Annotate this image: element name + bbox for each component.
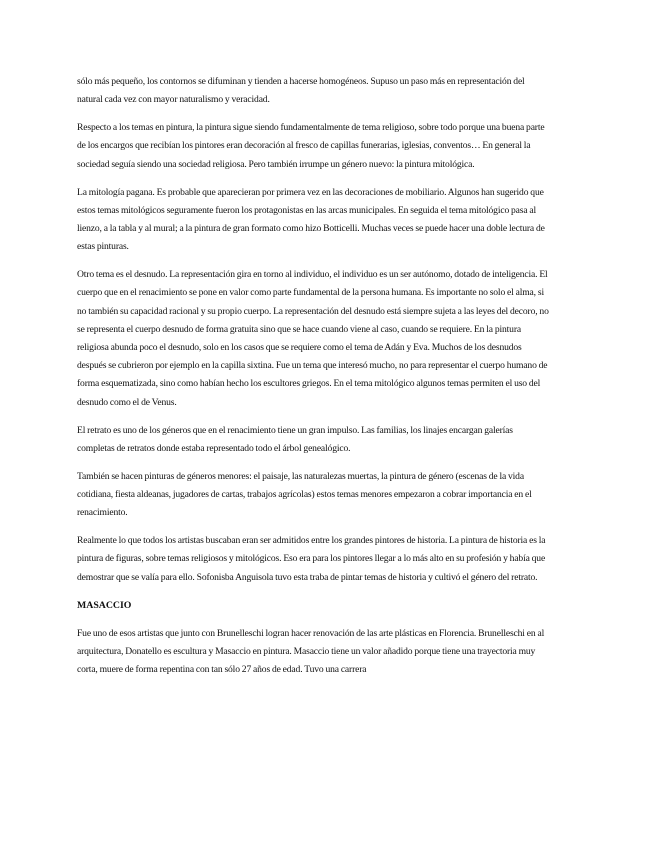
paragraph-temas-religiosos: Respecto a los temas en pintura, la pintura sigue siendo fundamentalmente de tema religioso, sobre todo porque una buena parte de los encargos que recibían los pintores eran decoración al fresco de capillas funerarias, iglesias, conventos… En general la sociedad seguía siendo una sociedad religiosa. Pero también irrumpe un género nuevo: la pintura mitológica. [77, 122, 545, 170]
paragraph-generos-menores: También se hacen pinturas de géneros menores: el paisaje, las naturalezas muertas, la pintura de género (escenas de la vida cotidiana, fiesta aldeanas, jugadores de cartas, trabajos agrícolas) estos temas menores empezaron a cobrar importancia en el renacimiento. [77, 470, 532, 519]
paragraph-desnudo: Otro tema es el desnudo. La representación gira en torno al individuo, el individuo es un ser autónomo, dotado de inteligencia. El cuerpo que en el renacimiento se pone en valor como parte fundamental de la persona humana. Es importante no solo el alma, si no también su capacidad racional y su propio cuerpo. La representación del desnudo está siempre sujeta a las leyes del decoro, no se representa el cuerpo desnudo de forma gratuita sino que se hace cuando viene al caso, cuando se requiere. En la pintura religiosa abunda poco el desnudo, solo en los casos que se requiere como el tema de Adán y Eva. Muchos de los desnudos después se cubrieron por ejemplo en la capilla sixtina. Fue un tema que interesó mucho, no para representar el cuerpo humano de forma esquematizada, sino como habían hecho los escultores griegos. En el tema mitológico algunos temas permiten el uso del desnudo como el de Venus. [77, 269, 549, 408]
paragraph-mitologia: La mitología pagana. Es probable que aparecieran por primera vez en las decoraciones de mobiliario. Algunos han sugerido que estos temas mitológicos seguramente fueron los protagonistas en las arcas municipales. En seguida el tema mitológico pasa al lienzo, a la tabla y al mural; a la pintura de gran formato como hizo Botticelli. Muchas veces se puede hacer una doble lectura de estas pinturas. [77, 186, 545, 253]
paragraph-retrato: El retrato es uno de los géneros que en el renacimiento tiene un gran impulso. Las familias, los linajes encargan galerías completas de retratos donde estaba representado todo el árbol genealógico. [77, 424, 513, 454]
document-body [77, 73, 549, 689]
paragraph-masaccio: Fue uno de esos artistas que junto con Brunelleschi logran hacer renovación de las arte plásticas en Florencia. Brunelleschi en al arquitectura, Donatello es escultura y Masaccio en pintura. Masaccio tiene un valor añadido porque tiene una trayectoria muy corta, muere de forma repentina con tan sólo 27 años de edad. Tuvo una carrera [77, 627, 545, 676]
paragraph-pintura-historia: Realmente lo que todos los artistas buscaban eran ser admitidos entre los grandes pintores de historia. La pintura de historia es la pintura de figuras, sobre temas religiosos y mitológicos. Eso era para los pintores llegar a lo más alto en su profesión y había que demostrar que se valía para ello. Sofonisba Anguisola tuvo esta traba de pintar temas de historia y cultivó el género del retrato. [77, 535, 546, 583]
paragraph-intro-continuation: sólo más pequeño, los contornos se difuminan y tienden a hacerse homogéneos. Supuso un paso más en representación del natural cada vez con mayor naturalismo y veracidad. [77, 76, 525, 106]
section-heading: MASACCIO [77, 599, 132, 611]
